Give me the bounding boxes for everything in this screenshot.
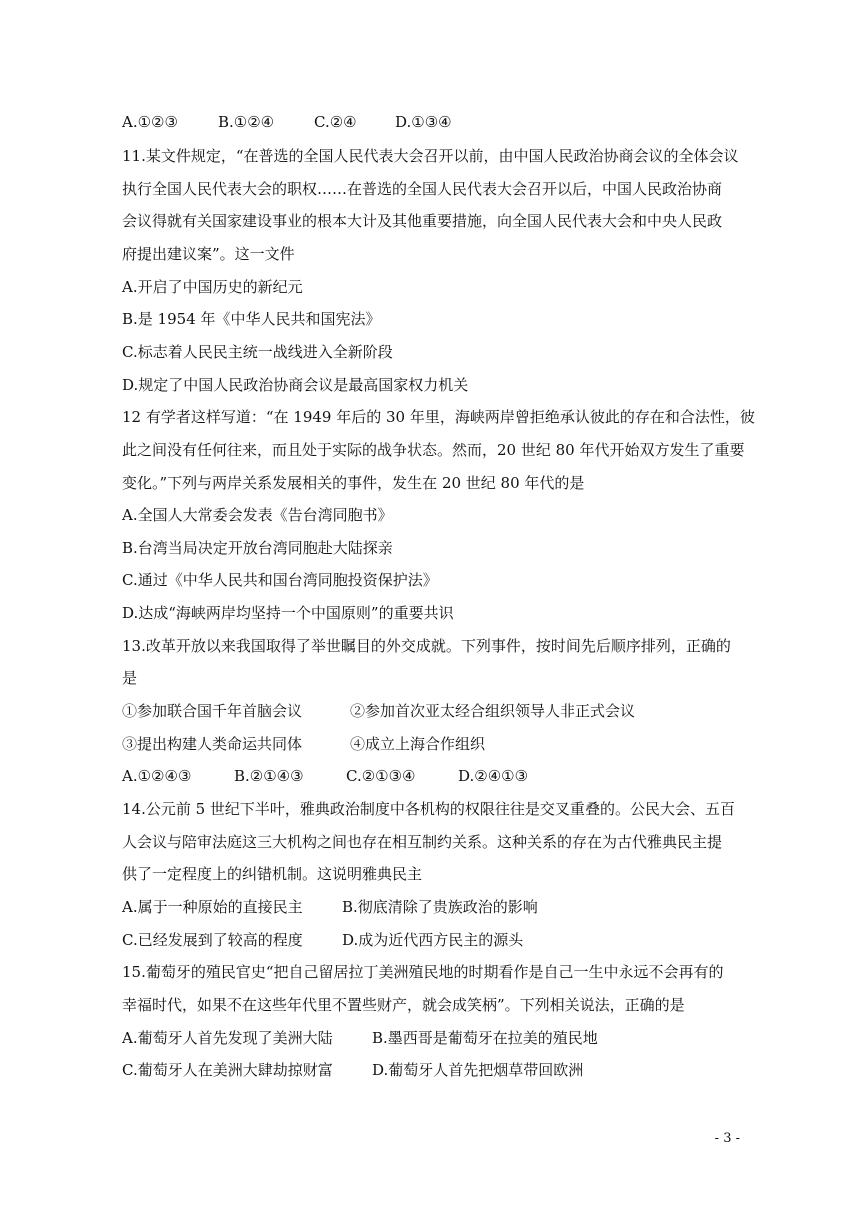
q13-item-2: ②参加首次亚太经合组织领导人非正式会议 [350, 702, 636, 720]
page-number: - 3 - [714, 1131, 740, 1146]
q11-option-d: D.规定了中国人民政治协商会议是最高国家权力机关 [122, 376, 469, 394]
q15-option-b: B.墨西哥是葡萄牙在拉美的殖民地 [372, 1029, 598, 1047]
q11-option-b: B.是 1954 年《中华人民共和国宪法》 [122, 310, 381, 328]
q10-options [122, 111, 742, 133]
q13-option-d: D.②④①③ [458, 767, 529, 785]
q11-stem-line: 11.某文件规定，“在普选的全国人民代表大会召开以前，由中国人民政治协商会议的全体会议 [122, 147, 739, 165]
q10-option-c: C.②④ [314, 113, 357, 131]
q11-stem-line: 执行全国人民代表大会的职权……在普选的全国人民代表大会召开以后，中国人民政治协商 [122, 180, 723, 198]
q11-stem-line: 会议得就有关国家建设事业的根本大计及其他重要措施，向全国人民代表大会和中央人民政 [122, 212, 723, 230]
q15-option-c: C.葡萄牙人在美洲大肆劫掠财富 [122, 1061, 333, 1079]
q14-options-row [122, 896, 742, 918]
q15-stem-line: 15.葡萄牙的殖民官史“把自己留居拉丁美洲殖民地的时期看作是自己一生中永远不会再有的 [122, 963, 724, 981]
q14-stem-line: 人会议与陪审法庭这三大机构之间也存在相互制约关系。这种关系的存在为古代雅典民主提 [122, 833, 723, 851]
q10-option-b: B.①②④ [218, 113, 275, 131]
q13-item-3: ③提出构建人类命运共同体 [122, 735, 303, 753]
q15-stem-line: 幸福时代，如果不在这些年代里不置些财产，就会成笑柄”。下列相关说法，正确的是 [122, 996, 685, 1014]
q13-items-row [122, 733, 742, 755]
q13-stem-line: 是 [122, 669, 138, 687]
q13-options [122, 765, 742, 787]
q12-stem-line: 变化。”下列与两岸关系发展相关的事件，发生在 20 世纪 80 年代的是 [122, 474, 585, 492]
q11-option-c: C.标志着人民民主统一战线进入全新阶段 [122, 343, 393, 361]
q10-option-d: D.①③④ [395, 113, 452, 131]
q10-option-a: A.①②③ [122, 113, 178, 131]
q14-option-d: D.成为近代西方民主的源头 [342, 931, 524, 949]
q11-option-a: A.开启了中国历史的新纪元 [122, 278, 303, 296]
q12-option-d: D.达成“海峡两岸均坚持一个中国原则”的重要共识 [122, 604, 454, 622]
q14-stem-line: 供了一定程度上的纠错机制。这说明雅典民主 [122, 865, 423, 883]
q13-option-b: B.②①④③ [234, 767, 304, 785]
q12-option-b: B.台湾当局决定开放台湾同胞赴大陆探亲 [122, 539, 393, 557]
q13-items-row [122, 700, 742, 722]
q13-stem-line: 13.改革开放以来我国取得了举世瞩目的外交成就。下列事件，按时间先后顺序排列，正确的 [122, 637, 731, 655]
q12-stem-line: 12 有学者这样写道：“在 1949 年后的 30 年里，海峡两岸曾拒绝承认彼此的存在和合法性，彼 [122, 408, 755, 426]
q14-option-c: C.已经发展到了较高的程度 [122, 931, 303, 949]
q15-options-row [122, 1027, 742, 1049]
q14-option-a: A.属于一种原始的直接民主 [122, 898, 303, 916]
q13-option-c: C.②①③④ [346, 767, 416, 785]
q11-stem-line: 府提出建议案”。这一文件 [122, 245, 295, 263]
q14-options-row [122, 929, 742, 951]
q15-options-row [122, 1059, 742, 1081]
q12-stem-line: 此之间没有任何往来，而且处于实际的战争状态。然而，20 世纪 80 年代开始双方发生了重要 [122, 441, 745, 459]
q13-item-1: ①参加联合国千年首脑会议 [122, 702, 303, 720]
q14-option-b: B.彻底清除了贵族政治的影响 [342, 898, 538, 916]
q12-option-a: A.全国人大常委会发表《告台湾同胞书》 [122, 506, 393, 524]
q15-option-a: A.葡萄牙人首先发现了美洲大陆 [122, 1029, 333, 1047]
q13-item-4: ④成立上海合作组织 [350, 735, 486, 753]
q15-option-d: D.葡萄牙人首先把烟草带回欧洲 [372, 1061, 584, 1079]
q14-stem-line: 14.公元前 5 世纪下半叶，雅典政治制度中各机构的权限往往是交叉重叠的。公民大会、五百 [122, 800, 735, 818]
q13-option-a: A.①②④③ [122, 767, 192, 785]
q12-option-c: C.通过《中华人民共和国台湾同胞投资保护法》 [122, 571, 438, 589]
